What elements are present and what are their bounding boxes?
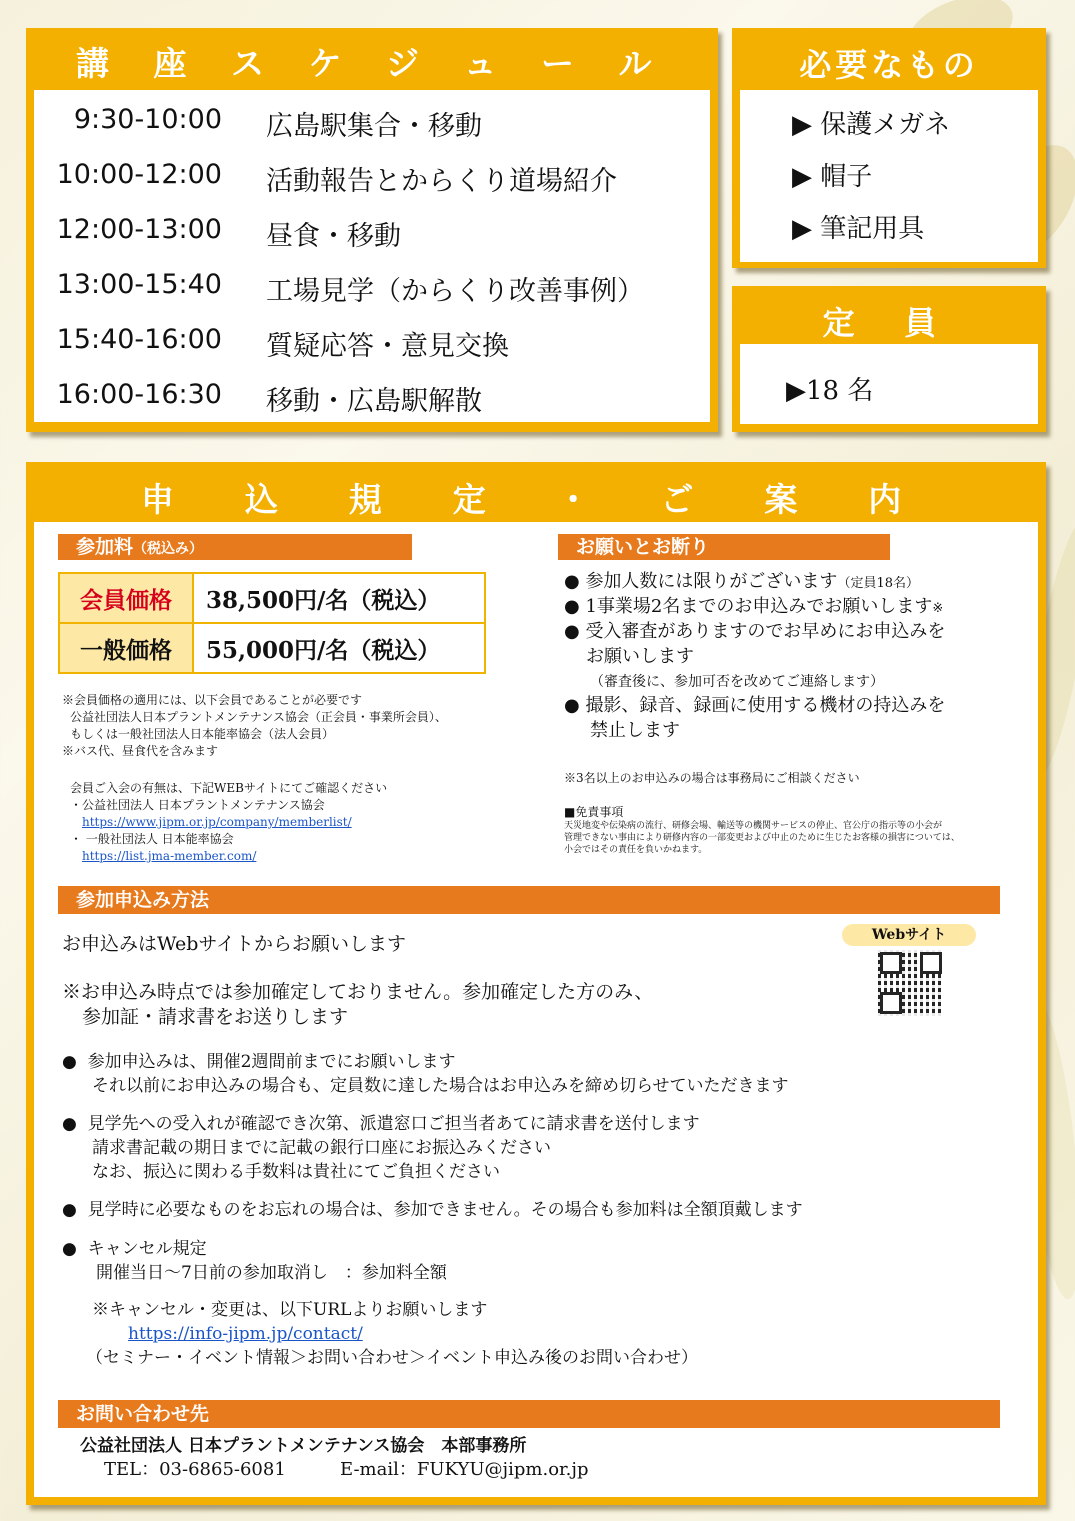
request-item: ● 1事業場2名までのお申込みでお願いします※: [564, 596, 944, 617]
disclaimer-line: 管理できない事由により研修内容の一部変更および中止のために生じたお客様の損害については、: [564, 833, 960, 843]
general-price-value: 55,000円/名（税込）: [193, 623, 485, 673]
fee-header-label: 参加料: [76, 536, 134, 558]
request-text: 1事業場2名までのお申込みでお願いします: [585, 596, 933, 617]
site1-name: ・公益社団法人 日本プラントメンテナンス協会: [70, 798, 325, 812]
capacity-panel: [732, 286, 1046, 432]
request-item: ● 撮影、録音、録画に使用する機材の持込みを: [564, 695, 946, 716]
schedule-title: 講 座 ス ケ ジ ュ ー ル: [76, 44, 668, 83]
qr-code-image[interactable]: [878, 950, 944, 1016]
qr-finder-icon: [880, 992, 902, 1014]
qr-finder-icon: [880, 952, 902, 974]
apply-bullet-cont: 請求書記載の期日までに記載の銀行口座にお振込みください: [92, 1138, 551, 1158]
price-row-member: [59, 573, 485, 623]
fee-note: もしくは一般社団法人日本能率協会（法人会員）: [70, 727, 335, 741]
request-sub: （定員18名）: [837, 576, 919, 591]
rules-body: [34, 522, 1038, 1497]
apply-bullet-text: 見学先への受入れが確認でき次第、派遣窓口ご担当者あてに請求書を送付します: [87, 1114, 700, 1134]
contact-header: お問い合わせ先: [58, 1400, 1000, 1428]
schedule-activity: 昼食・移動: [266, 221, 401, 252]
apply-bullet: ● 見学時に必要なものをお忘れの場合は、参加できません。その場合も参加料は全額頂戴します: [62, 1200, 803, 1220]
apply-bullet-text: 参加申込みは、開催2週間前までにお願いします: [87, 1052, 456, 1072]
request-note: （審査後に、参加可否を改めてご連絡します）: [590, 674, 884, 690]
member-check-note: 会員ご入会の有無は、下記WEBサイトにてご確認ください: [70, 781, 388, 795]
price-row-general: [59, 623, 485, 673]
schedule-body: [34, 90, 710, 422]
price-table: [58, 572, 486, 674]
schedule-time: 16:00-16:30: [56, 379, 222, 410]
apply-line: お申込みはWebサイトからお願いします: [62, 933, 407, 955]
general-price-label: 一般価格: [59, 623, 193, 673]
needs-body: [740, 90, 1038, 262]
rules-title: 申 込 規 定 ・ ご 案 内: [141, 480, 931, 519]
needs-title: 必要なもの: [799, 46, 979, 84]
site2-name: ・ 一般社団法人 日本能率協会: [70, 832, 234, 846]
request-sub: ※: [932, 601, 944, 616]
schedule-time: 12:00-13:00: [56, 214, 222, 245]
request-text: 撮影、録音、録画に使用する機材の持込みを: [585, 695, 946, 716]
apply-bullet: ● 見学先への受入れが確認でき次第、派遣窓口ご担当者あてに請求書を送付します: [62, 1114, 700, 1134]
cancel-link[interactable]: https://info-jipm.jp/contact/: [128, 1324, 363, 1344]
schedule-activity: 移動・広島駅解散: [266, 386, 482, 417]
web-site-label: Webサイト: [842, 924, 976, 946]
request-item: ● 受入審査がありますのでお早めにお申込みを: [564, 621, 946, 642]
cancel-note: ※キャンセル・変更は、以下URLよりお願いします: [92, 1300, 488, 1320]
schedule-time: 10:00-12:00: [56, 159, 222, 190]
contact-email[interactable]: E-mail：FUKYU@jipm.or.jp: [340, 1459, 589, 1480]
schedule-activity: 広島駅集合・移動: [266, 111, 482, 142]
disclaimer-title: ■免責事項: [564, 805, 624, 819]
capacity-value: ▶18 名: [786, 376, 874, 406]
schedule-time: 9:30-10:00: [73, 104, 222, 135]
member-price-value: 38,500円/名（税込）: [193, 573, 485, 623]
need-item: ▶ 保護メガネ: [792, 110, 951, 140]
needs-panel: [732, 28, 1046, 268]
apply-bullet: ● 参加申込みは、開催2週間前までにお願いします: [62, 1052, 456, 1072]
fee-header: [58, 534, 412, 560]
qr-finder-icon: [920, 952, 942, 974]
schedule-time: 15:40-16:00: [56, 324, 222, 355]
request-text: 参加人数には限りがございます: [585, 571, 838, 592]
fee-note: ※会員価格の適用には、以下会員であることが必要です: [62, 693, 363, 707]
fee-note: 公益社団法人日本プラントメンテナンス協会（正会員・事業所会員）、: [70, 710, 447, 724]
site1-link[interactable]: https://www.jipm.or.jp/company/memberlist/: [82, 815, 352, 829]
schedule-row: [34, 379, 710, 434]
request-item: ● 参加人数には限りがございます（定員18名）: [564, 571, 919, 592]
apply-bullet-text: キャンセル規定: [87, 1239, 207, 1259]
schedule-activity: 質疑応答・意見交換: [266, 331, 509, 362]
apply-bullet-cont: なお、振込に関わる手数料は貴社にてご負担ください: [92, 1162, 500, 1182]
request-item-cont: 禁止します: [590, 720, 680, 741]
site2-link[interactable]: https://list.jma-member.com/: [82, 849, 257, 863]
fee-note: ※バス代、昼食代を含みます: [62, 744, 219, 758]
request-text: 受入審査がありますのでお早めにお申込みを: [585, 621, 946, 642]
member-price-label: 会員価格: [59, 573, 193, 623]
schedule-row: [34, 214, 710, 269]
schedule-panel: [26, 28, 718, 432]
fee-header-sub: （税込み）: [133, 541, 204, 557]
contact-tel: TEL：03-6865-6081: [104, 1459, 286, 1480]
schedule-row: [34, 269, 710, 324]
schedule-row: [34, 104, 710, 159]
capacity-body: [740, 344, 1038, 424]
schedule-activity: 活動報告とからくり道場紹介: [266, 166, 617, 197]
schedule-activity: 工場見学（からくり改善事例）: [266, 276, 644, 307]
three-plus-note: ※3名以上のお申込みの場合は事務局にご相談ください: [564, 771, 860, 785]
requests-header: お願いとお断り: [558, 534, 890, 560]
schedule-row: [34, 324, 710, 379]
cancel-path: （セミナー・イベント情報＞お問い合わせ＞イベント申込み後のお問い合わせ）: [86, 1348, 698, 1368]
apply-bullet-cont: それ以前にお申込みの場合も、定員数に達した場合はお申込みを締め切らせていただきます: [92, 1076, 789, 1096]
cancel-detail: 開催当日～7日前の参加取消し ：参加料全額: [96, 1263, 447, 1283]
apply-bullet: ● キャンセル規定: [62, 1239, 207, 1259]
schedule-row: [34, 159, 710, 214]
apply-line: ※お申込み時点では参加確定しておりません。参加確定した方のみ、: [62, 981, 654, 1003]
disclaimer-line: 小会ではその責任を負いかねます。: [564, 845, 708, 855]
need-item: ▶ 筆記用具: [792, 214, 925, 244]
need-item: ▶ 帽子: [792, 162, 873, 192]
request-item-cont: お願いします: [586, 646, 694, 667]
apply-line: 参加証・請求書をお送りします: [82, 1006, 349, 1028]
apply-header: 参加申込み方法: [58, 886, 1000, 914]
capacity-title: 定 員: [822, 304, 956, 342]
apply-bullet-text: 見学時に必要なものをお忘れの場合は、参加できません。その場合も参加料は全額頂戴します: [87, 1200, 803, 1220]
disclaimer-line: 天災地変や伝染病の流行、研修会場、輸送等の機関サービスの停止、官公庁の指示等の小会が: [564, 821, 943, 831]
schedule-time: 13:00-15:40: [56, 269, 222, 300]
rules-panel: [26, 462, 1046, 1505]
contact-org: 公益社団法人 日本プラントメンテナンス協会 本部事務所: [80, 1436, 527, 1456]
